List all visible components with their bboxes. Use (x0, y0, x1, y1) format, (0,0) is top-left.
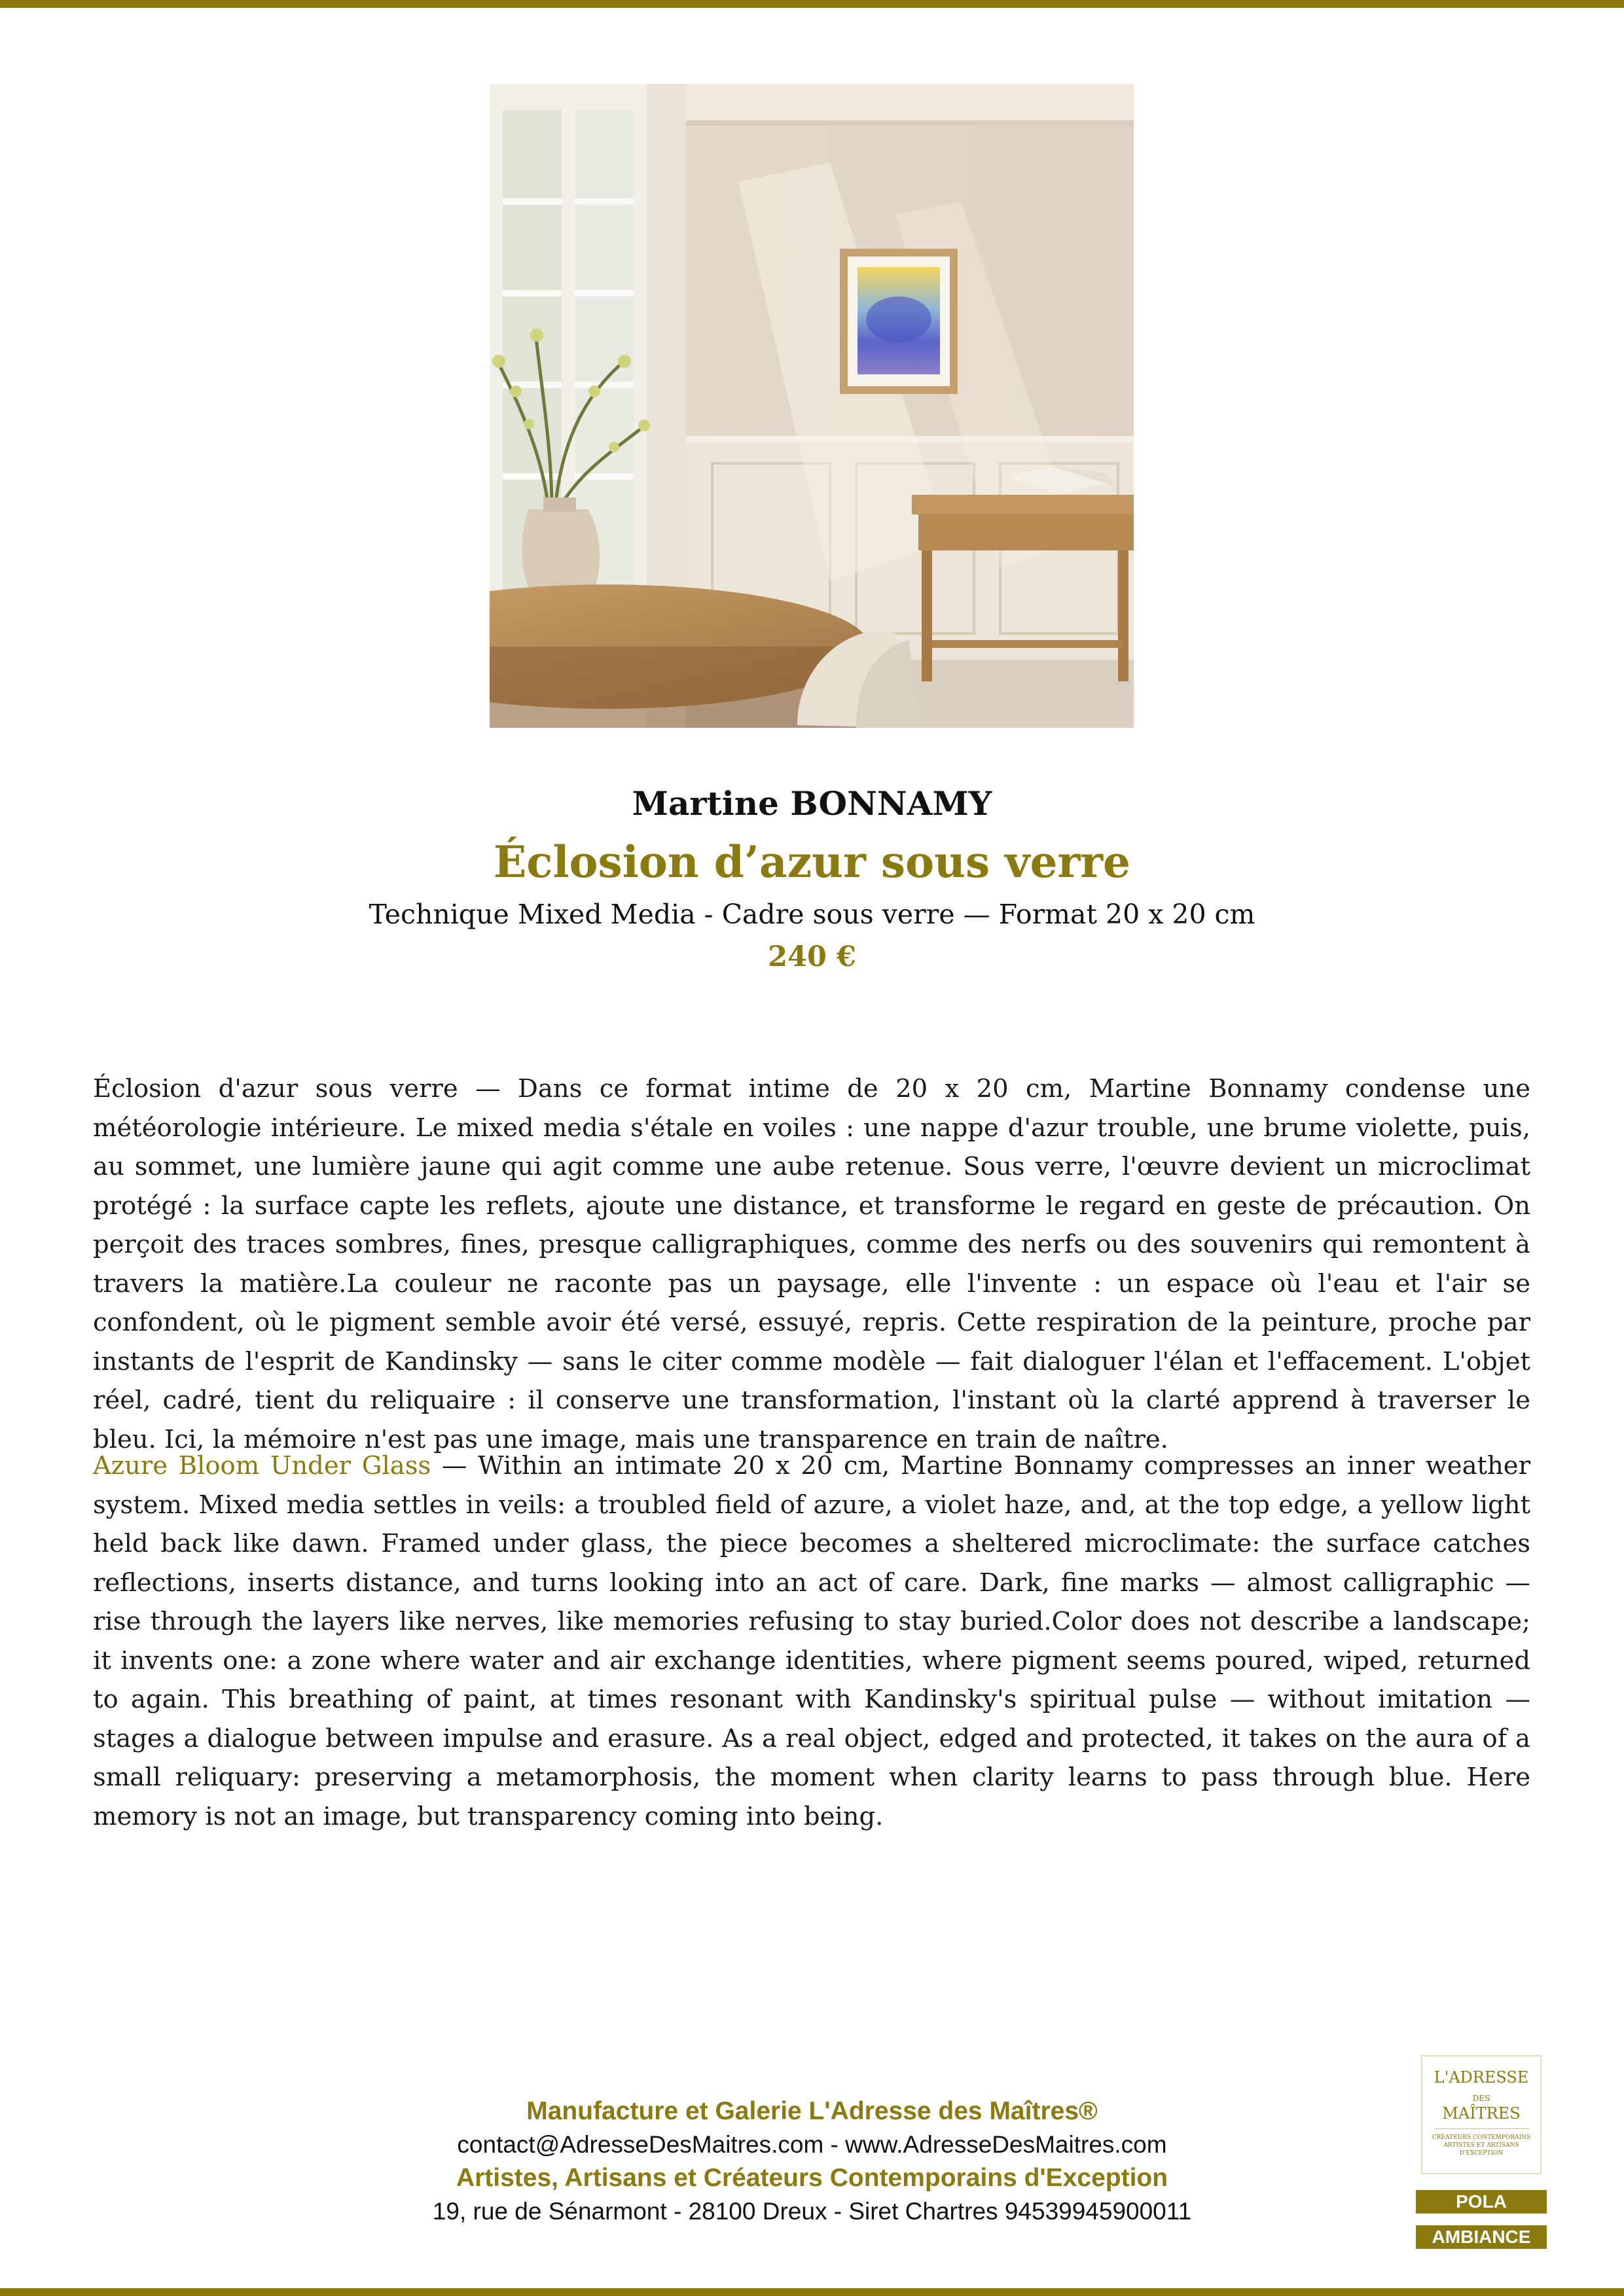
footer-address: 19, rue de Sénarmont - 28100 Dreux - Siret Chartres 94539945900011 (432, 2198, 1192, 2225)
ambiance-tag: AMBIANCE (1416, 2225, 1547, 2249)
artwork-price: 240 € (768, 941, 856, 973)
english-title-lead: Azure Bloom Under Glass (93, 1451, 431, 1480)
artwork-technique: Technique Mixed Media - Cadre sous verre — Format 20 x 20 cm (369, 899, 1255, 930)
english-description-body: — Within an intimate 20 x 20 cm, Martine Bonnamy compresses an inner weather system. Mixed media settles in veils: a troubled field of azure, a violet haze, and, at the top edge, a yellow light held back like dawn. Framed under glass, the piece becomes a sheltered microclimate: the surface catches reflections, inserts distance, and turns looking into an act of care. Dark, fine marks — almost calligraphic — rise through the layers like nerves, like memories refusing to stay buried.Color does not describe a landscape; it invents one: a zone where water and air exchange identities, where pigment seems poured, wiped, returned to again. This breathing of paint, at times resonant with Kandinsky's spiritual pulse — without imitation — stages a dialogue between impulse and erasure. As a real object, edged and protected, it takes on the aura of a small reliquary: preserving a metamorphosis, the moment when clarity learns to pass through blue. Here memory is not an image, but transparency coming into being. (93, 1451, 1530, 1831)
gallery-logo (1421, 2055, 1542, 2174)
logo-line-maitres: MAÎTRES (1442, 2104, 1521, 2123)
artwork-ambiance-photo (490, 84, 1134, 728)
footer-tagline: Artistes, Artisans et Créateurs Contemporains d'Exception (456, 2164, 1168, 2192)
top-gold-rule (0, 0, 1624, 8)
logo-subtitle: CRÉATEURS CONTEMPORAINS ARTISTES ET ARTISANS D'EXCEPTION (1432, 2134, 1531, 2157)
bottom-gold-rule (0, 2288, 1624, 2296)
logo-line-des: DES (1472, 2094, 1490, 2103)
gallery-footer (0, 2094, 1624, 2228)
artist-name: Martine BONNAMY (632, 784, 992, 823)
footer-contact: contact@AdresseDesMaitres.com - www.AdresseDesMaitres.com (457, 2131, 1167, 2158)
footer-gallery-name: Manufacture et Galerie L'Adresse des Maîtres® (526, 2097, 1098, 2125)
artwork-title: Éclosion d’azur sous verre (493, 836, 1131, 888)
logo-line-adresse: L'ADRESSE (1434, 2068, 1529, 2087)
pola-tag: POLA (1416, 2190, 1547, 2214)
description-english (93, 1446, 1530, 1836)
logo-divider (1434, 2128, 1528, 2129)
description-french: Éclosion d'azur sous verre — Dans ce format intime de 20 x 20 cm, Martine Bonnamy condense une météorologie intérieure. Le mixed media s'étale en voiles : une nappe d'azur trouble, une brume violette, puis, au sommet, une lumière jaune qui agit comme une aube retenue. Sous verre, l'œuvre devient un microclimat protégé : la surface capte les reflets, ajoute une distance, et transforme le regard en geste de précaution. On perçoit des traces sombres, fines, presque calligraphiques, comme des nerfs ou des souvenirs qui remontent à travers la matière.La couleur ne raconte pas un paysage, elle l'invente : un espace où l'eau et l'air se confondent, où le pigment semble avoir été versé, essuyé, repris. Cette respiration de la peinture, proche par instants de l'esprit de Kandinsky — sans le citer comme modèle — fait dialoguer l'élan et l'effacement. L'objet réel, cadré, tient du reliquaire : il conserve une transformation, l'instant où la clarté apprend à traverser le bleu. Ici, la mémoire n'est pas une image, mais une transparence en train de naître. (93, 1074, 1530, 1454)
